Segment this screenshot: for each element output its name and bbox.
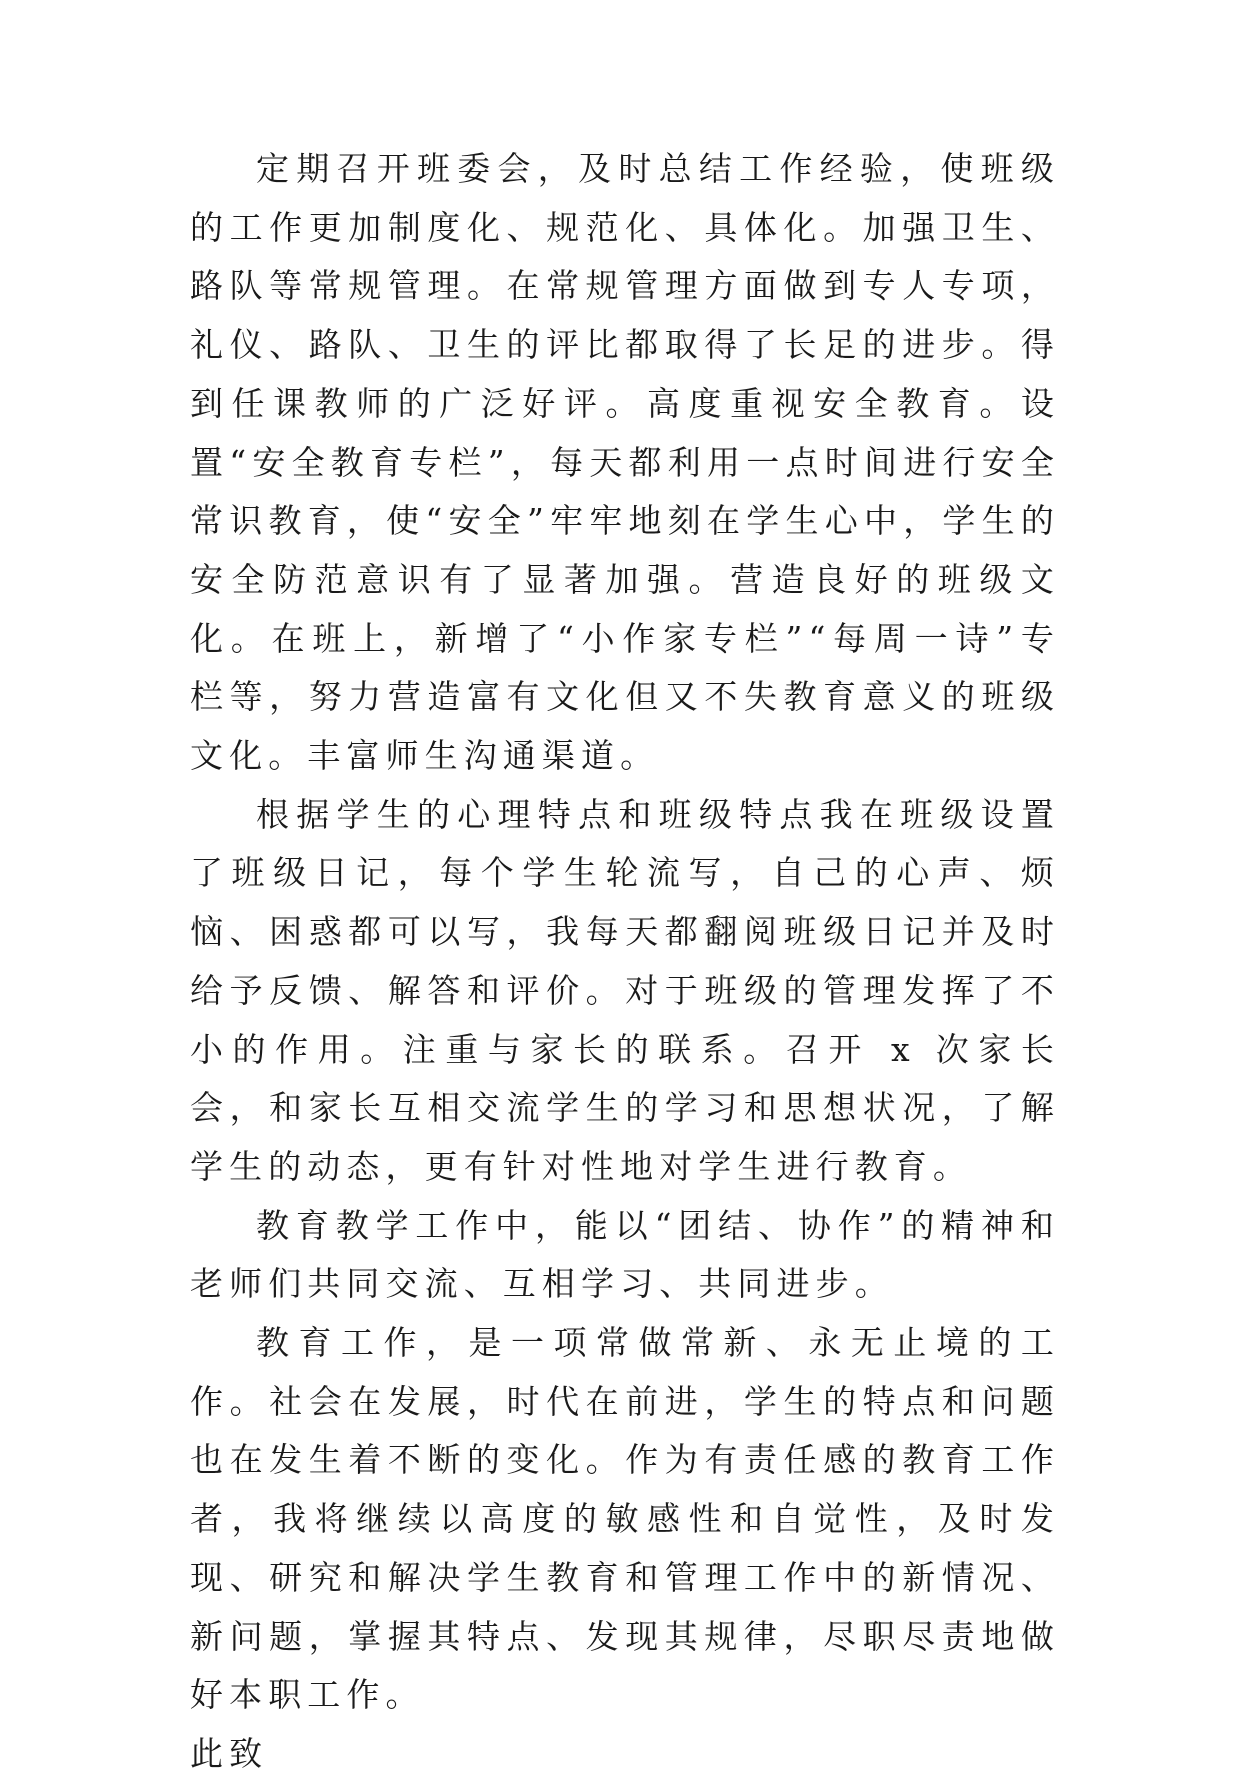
body-paragraph: 教育教学工作中，能以“团结、协作”的精神和老师们共同交流、互相学习、共同进步。 [190, 1205, 1060, 1304]
closing-salutation: 此致 [190, 1733, 269, 1773]
body-paragraph: 教育工作，是一项常做常新、永无止境的工作。社会在发展，时代在前进，学生的特点和问题也在发生着不断的变化。作为有责任感的教育工作者，我将继续以高度的敏感性和自觉性，及时发现、研究和解决学生教育和管理工作中的新情况、新问题，掌握其特点、发现其规律，尽职尽责地做好本职工作。 [190, 1323, 1060, 1715]
document-page [190, 140, 1060, 1784]
body-paragraph: 定期召开班委会，及时总结工作经验，使班级的工作更加制度化、规范化、具体化。加强卫生、路队等常规管理。在常规管理方面做到专人专项，礼仪、路队、卫生的评比都取得了长足的进步。得到任课教师的广泛好评。高度重视安全教育。设置“安全教育专栏”，每天都利用一点时间进行安全常识教育，使“安全”牢牢地刻在学生心中，学生的安全防范意识有了显著加强。营造良好的班级文化。在班上，新增了“小作家专栏”“每周一诗”专栏等，努力营造富有文化但又不失教育意义的班级文化。丰富师生沟通渠道。 [190, 149, 1060, 776]
body-paragraph: 根据学生的心理特点和班级特点我在班级设置了班级日记，每个学生轮流写，自己的心声、烦恼、困惑都可以写，我每天都翻阅班级日记并及时给予反馈、解答和评价。对于班级的管理发挥了不小的作用。注重与家长的联系。召开 x 次家长会，和家长互相交流学生的学习和思想状况，了解学生的动态，更有针对性地对学生进行教育。 [190, 794, 1060, 1186]
